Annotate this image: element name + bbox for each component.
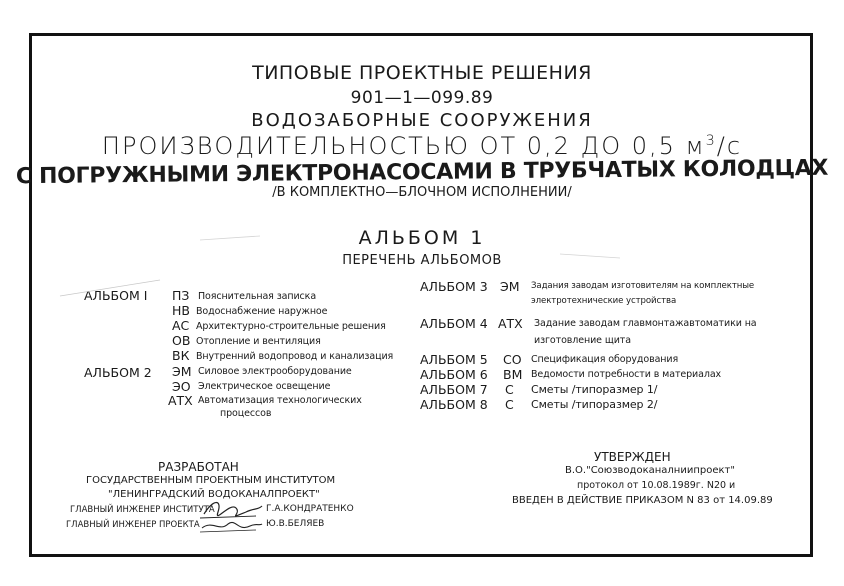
doc-title-line3: ВОДОЗАБОРНЫЕ СООРУЖЕНИЯ xyxy=(251,110,593,131)
album-code: ПЗ xyxy=(172,288,190,303)
approved-line2: протокол от 10.08.1989г. N20 и xyxy=(577,480,736,491)
capacity-sup: 3 xyxy=(705,133,717,149)
album-desc: Задания заводам изготовителям на комплектные xyxy=(531,281,755,291)
album-code: ЭМ xyxy=(172,364,192,379)
album-desc: Внутренний водопровод и канализация xyxy=(196,351,394,362)
capacity-text: ПРОИЗВОДИТЕЛЬНОСТЬЮ ОТ 0,2 ДО 0,5 м xyxy=(101,132,706,160)
album-desc: Пояснительная записка xyxy=(198,291,317,302)
album-list-title: ПЕРЕЧЕНЬ АЛЬБОМОВ xyxy=(342,253,502,268)
album-code: СО xyxy=(503,352,522,367)
album-label: АЛЬБОМ 4 xyxy=(420,316,488,331)
album-desc: Ведомости потребности в материалах xyxy=(531,369,722,380)
album-desc: Спецификация оборудования xyxy=(531,354,679,365)
album-desc: Сметы /типоразмер 2/ xyxy=(531,398,658,411)
doc-title-line5: С ПОГРУЖНЫМИ ЭЛЕКТРОНАСОСАМИ В ТРУБЧАТЫХ КОЛОДЦАХ xyxy=(15,155,829,190)
album-desc: Отопление и вентиляция xyxy=(196,336,321,347)
album-code: АС xyxy=(172,318,190,333)
name-belyaev: Ю.В.БЕЛЯЕВ xyxy=(266,519,325,529)
approved-line1: В.О."Союзводоканалниипроект" xyxy=(565,465,735,476)
album-label: АЛЬБОМ 6 xyxy=(420,367,488,382)
album-code: ВК xyxy=(172,348,190,363)
developed-org-line1: ГОСУДАРСТВЕННЫМ ПРОЕКТНЫМ ИНСТИТУТОМ xyxy=(86,475,336,486)
album-code: ЭО xyxy=(172,379,191,394)
album-label: АЛЬБОМ 5 xyxy=(420,352,488,367)
album-code: НВ xyxy=(172,303,190,318)
album-desc: Сметы /типоразмер 1/ xyxy=(531,383,658,396)
album-label: АЛЬБОМ 8 xyxy=(420,397,488,412)
approved-line3: ВВЕДЕН В ДЕЙСТВИЕ ПРИКАЗОМ N 83 от 14.09.89 xyxy=(512,495,773,506)
role-chief-engineer: ГЛАВНЫЙ ИНЖЕНЕР ИНСТИТУТА xyxy=(70,505,215,515)
album-desc-cont: изготовление щита xyxy=(534,335,631,346)
album-label: АЛЬБОМ 2 xyxy=(84,365,152,380)
album-code: С xyxy=(505,397,514,412)
album-desc: Задание заводам главмонтажавтоматики на xyxy=(534,318,757,329)
approved-title: УТВЕРЖДЕН xyxy=(594,450,671,464)
album-desc-cont: процессов xyxy=(220,408,272,419)
album-desc: Электрическое освещение xyxy=(198,381,331,392)
album-code: С xyxy=(505,382,514,397)
capacity-unit: /с xyxy=(716,132,743,160)
album-desc: Автоматизация технологических xyxy=(198,395,362,406)
album-code: ВМ xyxy=(503,367,523,382)
role-project-engineer: ГЛАВНЫЙ ИНЖЕНЕР ПРОЕКТА xyxy=(66,520,200,530)
album-code: АТХ xyxy=(498,316,523,331)
developed-title: РАЗРАБОТАН xyxy=(158,460,239,474)
developed-org-line2: "ЛЕНИНГРАДСКИЙ ВОДОКАНАЛПРОЕКТ" xyxy=(108,489,320,500)
album-label: АЛЬБОМ 3 xyxy=(420,279,488,294)
album-code: ОВ xyxy=(172,333,191,348)
doc-title-line1: ТИПОВЫЕ ПРОЕКТНЫЕ РЕШЕНИЯ xyxy=(252,62,592,84)
album-code: АТХ xyxy=(168,393,193,408)
name-kondratenko: Г.А.КОНДРАТЕНКО xyxy=(266,504,354,514)
album-desc: Архитектурно-строительные решения xyxy=(196,321,386,332)
album-label: АЛЬБОМ I xyxy=(84,288,148,303)
album-desc: Водоснабжение наружное xyxy=(196,306,328,317)
doc-number: 901—1—099.89 xyxy=(350,88,494,108)
album-desc: Силовое электрооборудование xyxy=(198,366,352,377)
album-desc-cont: электротехнические устройства xyxy=(531,296,677,306)
doc-title-line6: /В КОМПЛЕКТНО—БЛОЧНОМ ИСПОЛНЕНИИ/ xyxy=(272,185,572,200)
album-label: АЛЬБОМ 7 xyxy=(420,382,488,397)
album-title: АЛЬБОМ 1 xyxy=(358,227,486,249)
album-code: ЭМ xyxy=(500,279,520,294)
